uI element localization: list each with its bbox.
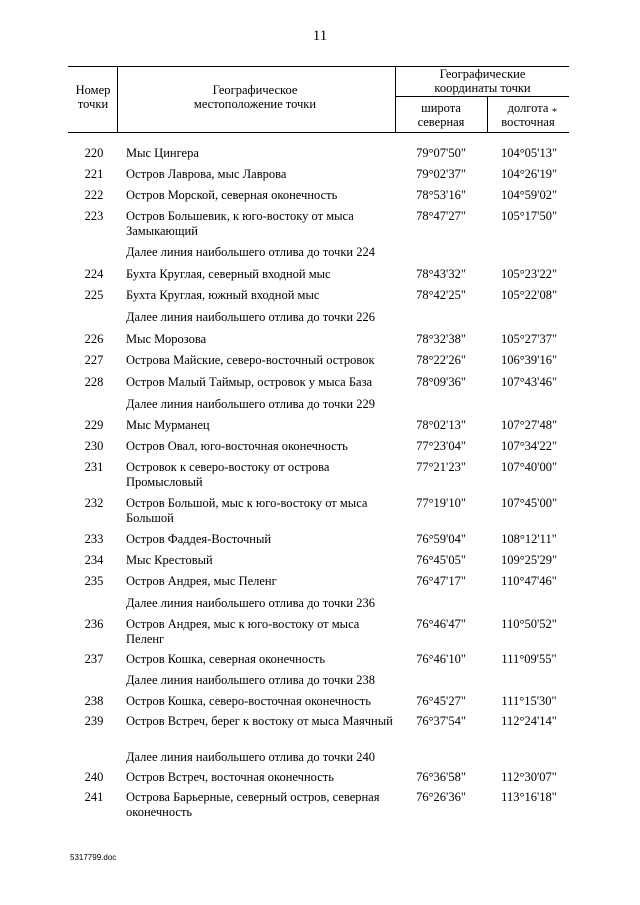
point-latitude: 77°23'04"	[416, 439, 466, 453]
point-longitude: 104°05'13"	[500, 146, 558, 160]
point-number: 238	[84, 694, 104, 708]
point-latitude: 78°32'38"	[416, 332, 466, 346]
point-number: 241	[84, 790, 104, 804]
point-latitude: 76°45'27"	[416, 694, 466, 708]
header-latitude-col: широта северная	[417, 101, 465, 129]
footnote-mark: *	[552, 107, 557, 118]
point-longitude: 105°23'22"	[500, 267, 558, 281]
point-longitude: 105°17'50"	[500, 209, 558, 223]
point-number: 239	[84, 714, 104, 728]
point-longitude: 112°24'14"	[501, 714, 557, 728]
point-number: 234	[84, 553, 104, 567]
header-divider-location	[395, 66, 396, 132]
header-longitude-col: долгота восточная	[501, 101, 555, 129]
point-latitude: 76°46'10"	[416, 652, 466, 666]
point-latitude: 76°36'58"	[416, 770, 466, 784]
point-longitude: 107°43'46"	[500, 375, 558, 389]
point-number: 224	[84, 267, 104, 281]
low-tide-line-note: Далее линия наибольшего отлива до точки 226	[126, 310, 375, 324]
low-tide-line-note: Далее линия наибольшего отлива до точки 236	[126, 596, 375, 610]
low-tide-line-note: Далее линия наибольшего отлива до точки 224	[126, 245, 375, 259]
point-longitude: 106°39'16"	[500, 353, 558, 367]
header-divider-number	[117, 66, 118, 132]
footer-filename: 5317799.doc	[70, 853, 117, 862]
point-number: 222	[84, 188, 104, 202]
point-location: Остров Морской, северная оконечность	[126, 188, 338, 202]
page-number: 11	[312, 28, 328, 44]
point-number: 230	[84, 439, 104, 453]
header-coords-rule	[395, 96, 569, 97]
point-longitude: 104°26'19"	[500, 167, 558, 181]
point-longitude: 107°27'48"	[500, 418, 558, 432]
point-latitude: 76°26'36"	[416, 790, 466, 804]
point-location: Мыс Мурманец	[126, 418, 210, 432]
point-longitude: 105°27'37"	[500, 332, 558, 346]
point-number: 225	[84, 288, 104, 302]
header-coords-group: Географические координаты точки	[434, 67, 531, 95]
point-longitude: 105°22'08"	[500, 288, 558, 302]
header-location-col: Географическое местоположение точки	[193, 83, 317, 111]
point-location: Остров Встреч, восточная оконечность	[126, 770, 334, 784]
point-location: Остров Большой, мыс к юго-востоку от мыса Большой	[126, 496, 368, 525]
point-location: Остров Кошка, северная оконечность	[126, 652, 326, 666]
point-longitude: 112°30'07"	[501, 770, 557, 784]
point-location: Острова Барьерные, северный остров, северная оконечность	[126, 790, 380, 819]
point-longitude: 110°47'46"	[501, 574, 557, 588]
point-number: 223	[84, 209, 104, 223]
point-number: 237	[84, 652, 104, 666]
point-latitude: 78°47'27"	[416, 209, 466, 223]
point-location: Остров Фаддея-Восточный	[126, 532, 272, 546]
point-location: Мыс Цингера	[126, 146, 199, 160]
header-divider-coords	[487, 96, 488, 132]
low-tide-line-note: Далее линия наибольшего отлива до точки 240	[126, 750, 375, 764]
point-number: 235	[84, 574, 104, 588]
point-latitude: 76°46'47"	[416, 617, 466, 631]
point-latitude: 76°37'54"	[416, 714, 466, 728]
point-number: 231	[84, 460, 104, 474]
low-tide-line-note: Далее линия наибольшего отлива до точки 229	[126, 397, 375, 411]
point-number: 240	[84, 770, 104, 784]
point-latitude: 78°43'32"	[416, 267, 466, 281]
point-number: 221	[84, 167, 104, 181]
point-latitude: 78°53'16"	[416, 188, 466, 202]
point-latitude: 77°21'23"	[416, 460, 466, 474]
low-tide-line-note: Далее линия наибольшего отлива до точки 238	[126, 673, 375, 687]
point-longitude: 110°50'52"	[501, 617, 557, 631]
point-location: Остров Встреч, берег к востоку от мыса Маячный	[126, 714, 393, 728]
header-number-col: Номер точки	[75, 83, 111, 111]
point-location: Бухта Круглая, южный входной мыс	[126, 288, 320, 302]
point-longitude: 104°59'02"	[500, 188, 558, 202]
point-number: 233	[84, 532, 104, 546]
point-latitude: 79°02'37"	[416, 167, 466, 181]
point-number: 229	[84, 418, 104, 432]
point-location: Мыс Морозова	[126, 332, 207, 346]
point-location: Мыс Крестовый	[126, 553, 213, 567]
point-number: 226	[84, 332, 104, 346]
point-latitude: 78°22'26"	[416, 353, 466, 367]
point-location: Островок к северо-востоку от острова Промысловый	[126, 460, 330, 489]
point-location: Остров Малый Таймыр, островок у мыса База	[126, 375, 373, 389]
point-location: Остров Андрея, мыс Пеленг	[126, 574, 277, 588]
point-number: 236	[84, 617, 104, 631]
point-latitude: 78°42'25"	[416, 288, 466, 302]
point-location: Бухта Круглая, северный входной мыс	[126, 267, 331, 281]
point-location: Остров Большевик, к юго-востоку от мыса Замыкающий	[126, 209, 354, 238]
point-longitude: 108°12'11"	[501, 532, 557, 546]
point-latitude: 77°19'10"	[416, 496, 466, 510]
point-latitude: 78°02'13"	[416, 418, 466, 432]
point-longitude: 111°09'55"	[501, 652, 557, 666]
point-location: Остров Кошка, северо-восточная оконечность	[126, 694, 371, 708]
header-bottom-rule	[68, 132, 569, 133]
point-longitude: 111°15'30"	[501, 694, 557, 708]
point-number: 227	[84, 353, 104, 367]
point-latitude: 76°59'04"	[416, 532, 466, 546]
point-number: 220	[84, 146, 104, 160]
point-longitude: 107°40'00"	[500, 460, 558, 474]
point-location: Остров Лаврова, мыс Лаврова	[126, 167, 287, 181]
point-location: Острова Майские, северо-восточный островок	[126, 353, 375, 367]
point-location: Остров Овал, юго-восточная оконечность	[126, 439, 348, 453]
point-latitude: 76°45'05"	[416, 553, 466, 567]
point-number: 228	[84, 375, 104, 389]
point-latitude: 78°09'36"	[416, 375, 466, 389]
point-longitude: 109°25'29"	[500, 553, 558, 567]
point-location: Остров Андрея, мыс к юго-востоку от мыса Пеленг	[126, 617, 360, 646]
point-number: 232	[84, 496, 104, 510]
point-longitude: 113°16'18"	[501, 790, 557, 804]
point-longitude: 107°34'22"	[500, 439, 558, 453]
point-latitude: 76°47'17"	[416, 574, 466, 588]
point-latitude: 79°07'50"	[416, 146, 466, 160]
point-longitude: 107°45'00"	[500, 496, 558, 510]
